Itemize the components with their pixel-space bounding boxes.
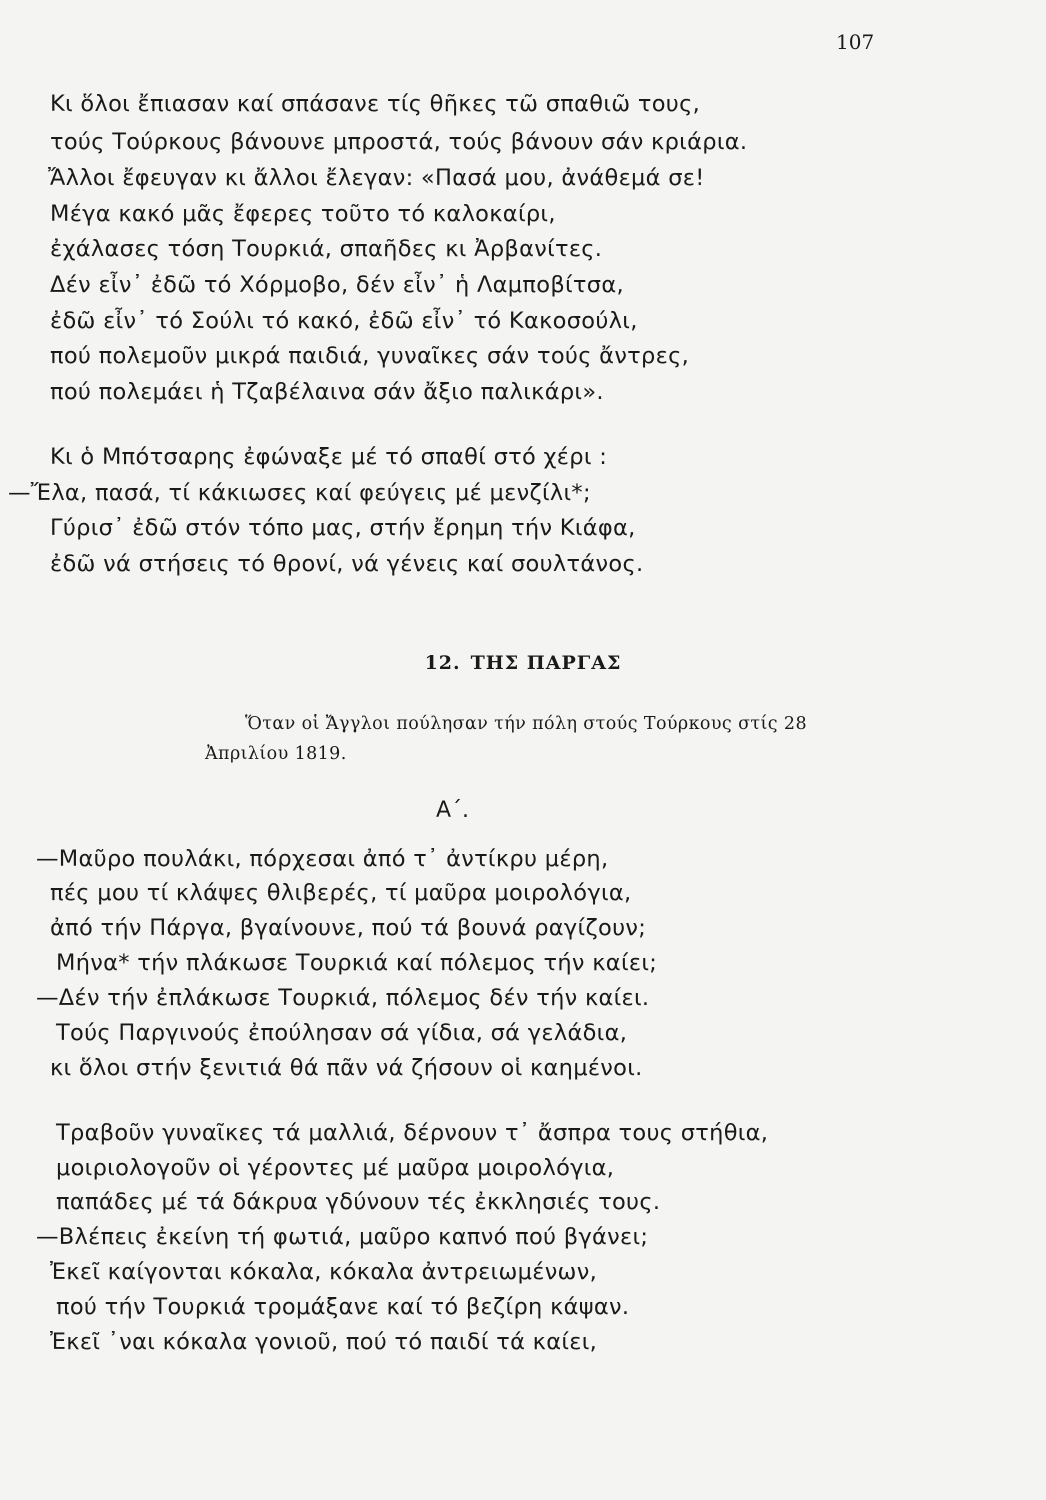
- verse-line: —Μαῦρο πουλάκι, πόρχεσαι ἀπό τ᾽ ἀντίκρυ μέρη,: [36, 846, 609, 872]
- verse-line: Τούς Παργινούς ἐπούλησαν σά γίδια, σά γελάδια,: [56, 1020, 628, 1046]
- verse-line: πές μου τί κλάψες θλιβερές, τί μαῦρα μοιρολόγια,: [50, 880, 632, 906]
- verse-line: ἀπό τήν Πάργα, βγαίνουνε, πού τά βουνά ραγίζουν;: [50, 915, 647, 941]
- verse-line: Μέγα κακό μᾶς ἔφερες τοῦτο τό καλοκαίρι,: [50, 201, 556, 227]
- verse-line: πού πολεμοῦν μικρά παιδιά, γυναῖκες σάν τούς ἄντρες,: [50, 343, 690, 369]
- verse-line: ἐδῶ εἶν᾽ τό Σούλι τό κακό, ἐδῶ εἶν᾽ τό Κακοσούλι,: [50, 308, 638, 334]
- verse-line: Ἄλλοι ἔφευγαν κι ἄλλοι ἔλεγαν: «Πασά μου, ἀνάθεμά σε!: [48, 165, 705, 191]
- verse-line: μοιριολογοῦν οἱ γέροντες μέ μαῦρα μοιρολόγια,: [56, 1155, 615, 1181]
- section-title: ΤΗΣ ΠΑΡΓΑΣ: [470, 652, 622, 674]
- verse-line: Ἐκεῖ καίγονται κόκαλα, κόκαλα ἀντρειωμένων,: [50, 1259, 598, 1285]
- verse-line: πού πολεμάει ἡ Τζαβέλαινα σάν ἄξιο παλικάρι».: [50, 379, 604, 405]
- verse-line: Δέν εἶν᾽ ἐδῶ τό Χόρμοβο, δέν εἶν᾽ ἡ Λαμποβίτσα,: [50, 272, 624, 298]
- section-note: Ὅταν οἱ Ἄγγλοι πούλησαν τήν πόλη στούς Τούρκους στίς 28: [245, 714, 807, 734]
- verse-line: ἐχάλασες τόση Τουρκιά, σπαῆδες κι Ἀρβανίτες.: [50, 236, 603, 262]
- verse-line: Τραβοῦν γυναῖκες τά μαλλιά, δέρνουν τ᾽ ἄσπρα τους στήθια,: [56, 1120, 769, 1146]
- verse-line: —Βλέπεις ἐκείνη τή φωτιά, μαῦρο καπνό πού βγάνει;: [36, 1224, 649, 1250]
- verse-line: ἐδῶ νά στήσεις τό θρονί, νά γένεις καί σουλτάνος.: [50, 551, 644, 577]
- verse-line: Ἐκεῖ ᾽ναι κόκαλα γονιοῦ, πού τό παιδί τά καίει,: [50, 1329, 598, 1355]
- verse-line: κι ὅλοι στήν ξενιτιά θά πᾶν νά ζήσουν οἱ καημένοι.: [50, 1055, 643, 1081]
- part-label: Α΄.: [436, 798, 470, 823]
- section-heading: [0, 652, 1046, 674]
- verse-line: Κι ὁ Μπότσαρης ἐφώναξε μέ τό σπαθί στό χέρι :: [50, 444, 608, 470]
- verse-line: —Ἔλα, πασά, τί κάκιωσες καί φεύγεις μέ μενζίλι*;: [8, 480, 591, 506]
- verse-line: τούς Τούρκους βάνουνε μπροστά, τούς βάνουν σάν κριάρια.: [50, 129, 748, 155]
- verse-line: παπάδες μέ τά δάκρυα γδύνουν τές ἐκκλησιές τους.: [56, 1189, 661, 1215]
- verse-line: πού τήν Τουρκιά τρομάξανε καί τό βεζίρη κάψαν.: [56, 1294, 630, 1320]
- verse-line: Μήνα* τήν πλάκωσε Τουρκιά καί πόλεμος τήν καίει;: [56, 950, 658, 976]
- verse-line: —Δέν τήν ἐπλάκωσε Τουρκιά, πόλεμος δέν τήν καίει.: [36, 985, 650, 1011]
- verse-line: Κι ὅλοι ἔπιασαν καί σπάσανε τίς θῆκες τῶ σπαθιῶ τους,: [50, 91, 701, 117]
- section-note: Ἀπριλίου 1819.: [205, 744, 347, 764]
- page-number: 107: [836, 30, 875, 54]
- section-number: 12.: [424, 652, 461, 674]
- verse-line: Γύρισ᾽ ἐδῶ στόν τόπο μας, στήν ἔρημη τήν Κιάφα,: [50, 515, 636, 541]
